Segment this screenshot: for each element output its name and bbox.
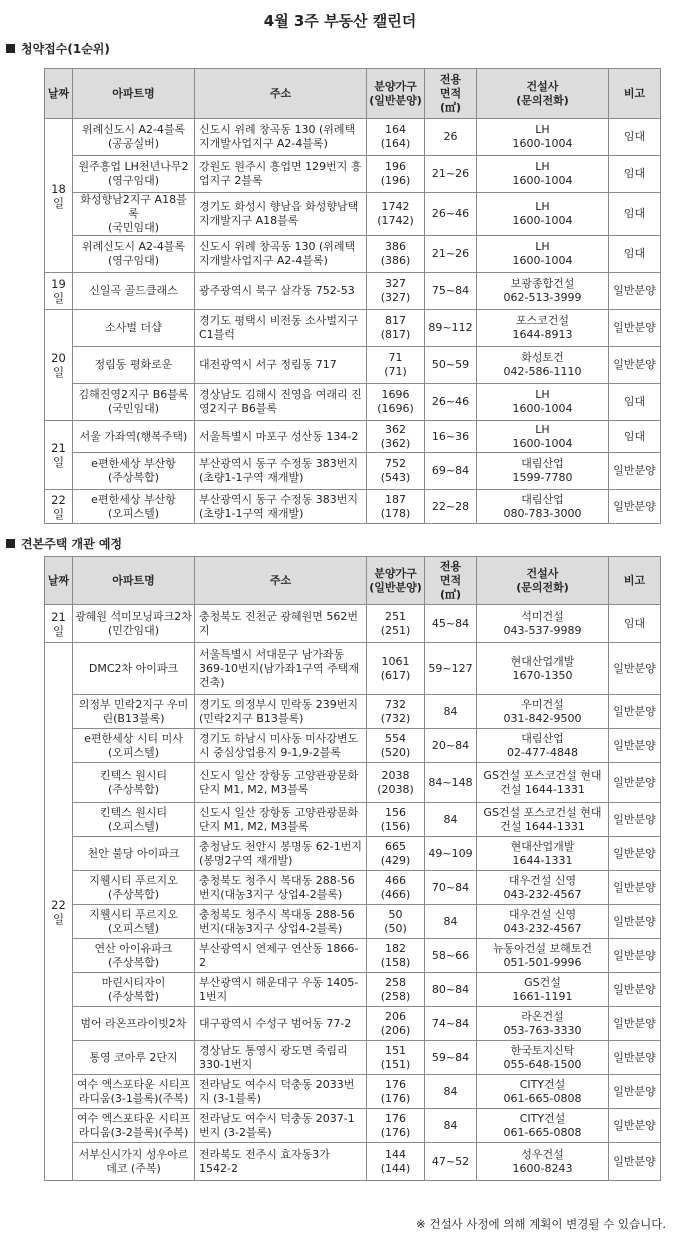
date-cell: 21일 <box>45 421 73 490</box>
area-cell: 21~26 <box>425 156 477 193</box>
builder-cell: GS건설 포스코건설 현대건설 1644-1331 <box>477 763 609 803</box>
area-cell: 26~46 <box>425 384 477 421</box>
addr-cell: 강원도 원주시 흥업면 129번지 흥업지구 2블록 <box>195 156 367 193</box>
units-cell: 1061 (617) <box>367 643 425 695</box>
area-cell: 84 <box>425 803 477 837</box>
apt-cell: 킨텍스 원시티 (주상복합) <box>73 763 195 803</box>
area-cell: 70~84 <box>425 871 477 905</box>
header-units: 분양가구 (일반분양) <box>367 557 425 605</box>
builder-cell: GS건설 1661-1191 <box>477 973 609 1007</box>
header-area: 전용 면적 (㎡) <box>425 557 477 605</box>
builder-cell: 한국토지신탁 055-648-1500 <box>477 1041 609 1075</box>
note-cell: 일반분양 <box>609 695 661 729</box>
area-cell: 50~59 <box>425 347 477 384</box>
apt-cell: 소사벌 더샵 <box>73 310 195 347</box>
date-cell: 22일 <box>45 643 73 1181</box>
apt-cell: 김해진영2지구 B6블록 (국민임대) <box>73 384 195 421</box>
note-cell: 임대 <box>609 156 661 193</box>
subscription-table <box>44 68 661 524</box>
note-cell: 일반분양 <box>609 837 661 871</box>
units-cell: 2038 (2038) <box>367 763 425 803</box>
apt-cell: 천안 불당 아이파크 <box>73 837 195 871</box>
area-cell: 58~66 <box>425 939 477 973</box>
note-cell: 일반분양 <box>609 803 661 837</box>
units-cell: 386 (386) <box>367 236 425 273</box>
builder-cell: LH 1600-1004 <box>477 421 609 453</box>
table-row <box>45 803 661 837</box>
builder-cell: 포스코건설 1644-8913 <box>477 310 609 347</box>
note-cell: 일반분양 <box>609 453 661 490</box>
note-cell: 임대 <box>609 605 661 643</box>
area-cell: 26~46 <box>425 193 477 236</box>
table-row <box>45 905 661 939</box>
builder-cell: 우미건설 031-842-9500 <box>477 695 609 729</box>
apt-cell: 여수 엑스포타운 시티프라디움(3-2블록)(주복) <box>73 1109 195 1143</box>
builder-cell: CITY건설 061-665-0808 <box>477 1109 609 1143</box>
note-cell: 임대 <box>609 421 661 453</box>
note-cell: 임대 <box>609 119 661 156</box>
section-heading-model-house: 견본주택 개관 예정 <box>6 535 122 552</box>
note-cell: 일반분양 <box>609 973 661 1007</box>
area-cell: 84 <box>425 1109 477 1143</box>
area-cell: 16~36 <box>425 421 477 453</box>
addr-cell: 대구광역시 수성구 범어동 77-2 <box>195 1007 367 1041</box>
units-cell: 182 (158) <box>367 939 425 973</box>
header-addr: 주소 <box>195 557 367 605</box>
note-cell: 일반분양 <box>609 1075 661 1109</box>
units-cell: 251 (251) <box>367 605 425 643</box>
builder-cell: 라온건설 053-763-3330 <box>477 1007 609 1041</box>
table-row <box>45 236 661 273</box>
table-row <box>45 871 661 905</box>
table-row <box>45 1041 661 1075</box>
note-cell: 일반분양 <box>609 490 661 524</box>
units-cell: 362 (362) <box>367 421 425 453</box>
addr-cell: 경상남도 김해시 진영읍 여래리 진영2지구 B6블록 <box>195 384 367 421</box>
table-row <box>45 193 661 236</box>
builder-cell: 석미건설 043-537-9989 <box>477 605 609 643</box>
date-cell: 20일 <box>45 310 73 421</box>
area-cell: 47~52 <box>425 1143 477 1181</box>
apt-cell: 범어 라온프라이빗2차 <box>73 1007 195 1041</box>
units-cell: 665 (429) <box>367 837 425 871</box>
addr-cell: 전라남도 여수시 덕충동 2037-1번지 (3-2블록) <box>195 1109 367 1143</box>
units-cell: 258 (258) <box>367 973 425 1007</box>
addr-cell: 신도시 위례 창곡동 130 (위례택지개발사업지구 A2-4블록) <box>195 236 367 273</box>
addr-cell: 부산광역시 연제구 연산동 1866-2 <box>195 939 367 973</box>
note-cell: 임대 <box>609 384 661 421</box>
units-cell: 206 (206) <box>367 1007 425 1041</box>
area-cell: 45~84 <box>425 605 477 643</box>
builder-cell: 대우건설 신영 043-232-4567 <box>477 905 609 939</box>
table-row <box>45 1007 661 1041</box>
table-row <box>45 119 661 156</box>
units-cell: 196 (196) <box>367 156 425 193</box>
note-cell: 일반분양 <box>609 643 661 695</box>
header-apt: 아파트명 <box>73 69 195 119</box>
header-note: 비고 <box>609 69 661 119</box>
note-cell: 임대 <box>609 236 661 273</box>
apt-cell: 통영 코아루 2단지 <box>73 1041 195 1075</box>
header-units: 분양가구 (일반분양) <box>367 69 425 119</box>
apt-cell: 여수 엑스포타운 시티프라디움(3-1블록)(주복) <box>73 1075 195 1109</box>
page-title: 4월 3주 부동산 캘린더 <box>263 12 417 30</box>
builder-cell: 뉴동아건설 보해토건 051-501-9996 <box>477 939 609 973</box>
units-cell: 176 (176) <box>367 1109 425 1143</box>
builder-cell: 화성토건 042-586-1110 <box>477 347 609 384</box>
units-cell: 327 (327) <box>367 273 425 310</box>
apt-cell: DMC2차 아이파크 <box>73 643 195 695</box>
units-cell: 151 (151) <box>367 1041 425 1075</box>
note-cell: 일반분양 <box>609 1109 661 1143</box>
date-cell: 18일 <box>45 119 73 273</box>
table-row <box>45 1075 661 1109</box>
table-row <box>45 695 661 729</box>
addr-cell: 전라남도 여수시 덕충동 2033번지 (3-1블록) <box>195 1075 367 1109</box>
area-cell: 59~84 <box>425 1041 477 1075</box>
apt-cell: 원주흥업 LH천년나무2 (영구임대) <box>73 156 195 193</box>
area-cell: 59~127 <box>425 643 477 695</box>
addr-cell: 경기도 하남시 미사동 미사강변도시 중심상업용지 9-1,9-2블록 <box>195 729 367 763</box>
builder-cell: 성우건설 1600-8243 <box>477 1143 609 1181</box>
units-cell: 752 (543) <box>367 453 425 490</box>
units-cell: 817 (817) <box>367 310 425 347</box>
table-row <box>45 643 661 695</box>
builder-cell: 대림산업 080-783-3000 <box>477 490 609 524</box>
addr-cell: 전라북도 전주시 효자동3가 1542-2 <box>195 1143 367 1181</box>
note-cell: 일반분양 <box>609 1041 661 1075</box>
builder-cell: LH 1600-1004 <box>477 236 609 273</box>
area-cell: 89~112 <box>425 310 477 347</box>
model-house-table <box>44 556 661 1181</box>
table-row <box>45 384 661 421</box>
units-cell: 466 (466) <box>367 871 425 905</box>
footnote: ※ 건설사 사정에 의해 계획이 변경될 수 있습니다. <box>416 1217 666 1231</box>
note-cell: 일반분양 <box>609 871 661 905</box>
builder-cell: LH 1600-1004 <box>477 156 609 193</box>
apt-cell: 지웰시티 푸르지오 (오피스텔) <box>73 905 195 939</box>
table-row <box>45 421 661 453</box>
table-header-row <box>45 69 661 119</box>
addr-cell: 신도시 위례 창곡동 130 (위례택지개발사업지구 A2-4블록) <box>195 119 367 156</box>
units-cell: 1742 (1742) <box>367 193 425 236</box>
builder-cell: GS건설 포스코건설 현대건설 1644-1331 <box>477 803 609 837</box>
header-builder: 건설사 (문의전화) <box>477 69 609 119</box>
addr-cell: 충청북도 청주시 복대동 288-56번지(대농3지구 상업4-2블록) <box>195 905 367 939</box>
table-row <box>45 939 661 973</box>
note-cell: 일반분양 <box>609 347 661 384</box>
builder-cell: LH 1600-1004 <box>477 384 609 421</box>
units-cell: 50 (50) <box>367 905 425 939</box>
table-row <box>45 490 661 524</box>
apt-cell: e편한세상 부산항 (주상복합) <box>73 453 195 490</box>
area-cell: 84 <box>425 695 477 729</box>
section-heading-subscription: 청약접수(1순위) <box>6 40 110 57</box>
addr-cell: 충청북도 진천군 광혜원면 562번지 <box>195 605 367 643</box>
table-row <box>45 973 661 1007</box>
note-cell: 일반분양 <box>609 939 661 973</box>
date-cell: 19일 <box>45 273 73 310</box>
area-cell: 84 <box>425 1075 477 1109</box>
builder-cell: 현대산업개발 1670-1350 <box>477 643 609 695</box>
table-header-row <box>45 557 661 605</box>
header-note: 비고 <box>609 557 661 605</box>
area-cell: 84 <box>425 905 477 939</box>
apt-cell: 서울 가좌역(행복주택) <box>73 421 195 453</box>
table-row <box>45 1143 661 1181</box>
units-cell: 71 (71) <box>367 347 425 384</box>
header-date: 날짜 <box>45 557 73 605</box>
note-cell: 일반분양 <box>609 729 661 763</box>
table-row <box>45 1109 661 1143</box>
builder-cell: LH 1600-1004 <box>477 119 609 156</box>
note-cell: 일반분양 <box>609 310 661 347</box>
square-bullet-icon <box>6 44 15 53</box>
table-row <box>45 453 661 490</box>
builder-cell: 대림산업 02-477-4848 <box>477 729 609 763</box>
header-addr: 주소 <box>195 69 367 119</box>
note-cell: 일반분양 <box>609 273 661 310</box>
table-row <box>45 763 661 803</box>
apt-cell: 광혜원 석미모닝파크2차 (민간임대) <box>73 605 195 643</box>
note-cell: 일반분양 <box>609 763 661 803</box>
apt-cell: 지웰시티 푸르지오 (주상복합) <box>73 871 195 905</box>
units-cell: 144 (144) <box>367 1143 425 1181</box>
addr-cell: 충청북도 청주시 복대동 288-56번지(대농3지구 상업4-2블록) <box>195 871 367 905</box>
area-cell: 22~28 <box>425 490 477 524</box>
area-cell: 84~148 <box>425 763 477 803</box>
apt-cell: 화성향남2지구 A18블록 (국민임대) <box>73 193 195 236</box>
header-apt: 아파트명 <box>73 557 195 605</box>
addr-cell: 대전광역시 서구 정림동 717 <box>195 347 367 384</box>
apt-cell: 위례신도시 A2-4블록 (공공실버) <box>73 119 195 156</box>
header-area: 전용 면적 (㎡) <box>425 69 477 119</box>
table-row <box>45 837 661 871</box>
header-date: 날짜 <box>45 69 73 119</box>
area-cell: 75~84 <box>425 273 477 310</box>
units-cell: 187 (178) <box>367 490 425 524</box>
apt-cell: 킨텍스 원시티 (오피스텔) <box>73 803 195 837</box>
note-cell: 임대 <box>609 193 661 236</box>
units-cell: 164 (164) <box>367 119 425 156</box>
area-cell: 69~84 <box>425 453 477 490</box>
builder-cell: 현대산업개발 1644-1331 <box>477 837 609 871</box>
table-row <box>45 605 661 643</box>
addr-cell: 광주광역시 북구 삼각동 752-53 <box>195 273 367 310</box>
addr-cell: 서울특별시 서대문구 남가좌동 369-10번지(남가좌1구역 주택재건축) <box>195 643 367 695</box>
apt-cell: e편한세상 시티 미사 (오피스텔) <box>73 729 195 763</box>
addr-cell: 경상남도 통영시 광도면 죽림리 330-1번지 <box>195 1041 367 1075</box>
addr-cell: 신도시 일산 장항동 고양관광문화단지 M1, M2, M3블록 <box>195 763 367 803</box>
builder-cell: 대우건설 신영 043-232-4567 <box>477 871 609 905</box>
area-cell: 26 <box>425 119 477 156</box>
apt-cell: 서부신시가지 성우아르데코 (주복) <box>73 1143 195 1181</box>
apt-cell: 의정부 민락2지구 우미린(B13블록) <box>73 695 195 729</box>
units-cell: 554 (520) <box>367 729 425 763</box>
builder-cell: 대림산업 1599-7780 <box>477 453 609 490</box>
apt-cell: 정림동 평화로운 <box>73 347 195 384</box>
addr-cell: 충청남도 천안시 봉명동 62-1번지 (봉명2구역 재개발) <box>195 837 367 871</box>
addr-cell: 부산광역시 해운대구 우동 1405-1번지 <box>195 973 367 1007</box>
units-cell: 156 (156) <box>367 803 425 837</box>
date-cell: 22일 <box>45 490 73 524</box>
builder-cell: CITY건설 061-665-0808 <box>477 1075 609 1109</box>
units-cell: 176 (176) <box>367 1075 425 1109</box>
addr-cell: 부산광역시 동구 수정동 383번지 (초량1-1구역 재개발) <box>195 453 367 490</box>
apt-cell: 위례신도시 A2-4블록 (영구임대) <box>73 236 195 273</box>
addr-cell: 경기도 화성시 향남읍 화성향남택지개발지구 A18블록 <box>195 193 367 236</box>
area-cell: 20~84 <box>425 729 477 763</box>
table-row <box>45 347 661 384</box>
apt-cell: 연산 아이유파크 (주상복합) <box>73 939 195 973</box>
note-cell: 일반분양 <box>609 1007 661 1041</box>
date-cell: 21일 <box>45 605 73 643</box>
area-cell: 21~26 <box>425 236 477 273</box>
addr-cell: 신도시 일산 장항동 고양관광문화단지 M1, M2, M3블록 <box>195 803 367 837</box>
area-cell: 80~84 <box>425 973 477 1007</box>
table-row <box>45 156 661 193</box>
apt-cell: e편한세상 부산항 (오피스텔) <box>73 490 195 524</box>
square-bullet-icon <box>6 539 15 548</box>
addr-cell: 경기도 의정부시 민락동 239번지(민락2지구 B13블록) <box>195 695 367 729</box>
addr-cell: 경기도 평택시 비전동 소사벌지구 C1블럭 <box>195 310 367 347</box>
note-cell: 일반분양 <box>609 905 661 939</box>
addr-cell: 부산광역시 동구 수정동 383번지 (초량1-1구역 재개발) <box>195 490 367 524</box>
builder-cell: 보광종합건설 062-513-3999 <box>477 273 609 310</box>
table-row <box>45 310 661 347</box>
header-builder: 건설사 (문의전화) <box>477 557 609 605</box>
units-cell: 732 (732) <box>367 695 425 729</box>
units-cell: 1696 (1696) <box>367 384 425 421</box>
area-cell: 49~109 <box>425 837 477 871</box>
addr-cell: 서울특별시 마포구 성산동 134-2 <box>195 421 367 453</box>
table-row <box>45 273 661 310</box>
note-cell: 일반분양 <box>609 1143 661 1181</box>
area-cell: 74~84 <box>425 1007 477 1041</box>
apt-cell: 신일곡 골드클래스 <box>73 273 195 310</box>
table-row <box>45 729 661 763</box>
builder-cell: LH 1600-1004 <box>477 193 609 236</box>
apt-cell: 마린시티자이 (주상복합) <box>73 973 195 1007</box>
